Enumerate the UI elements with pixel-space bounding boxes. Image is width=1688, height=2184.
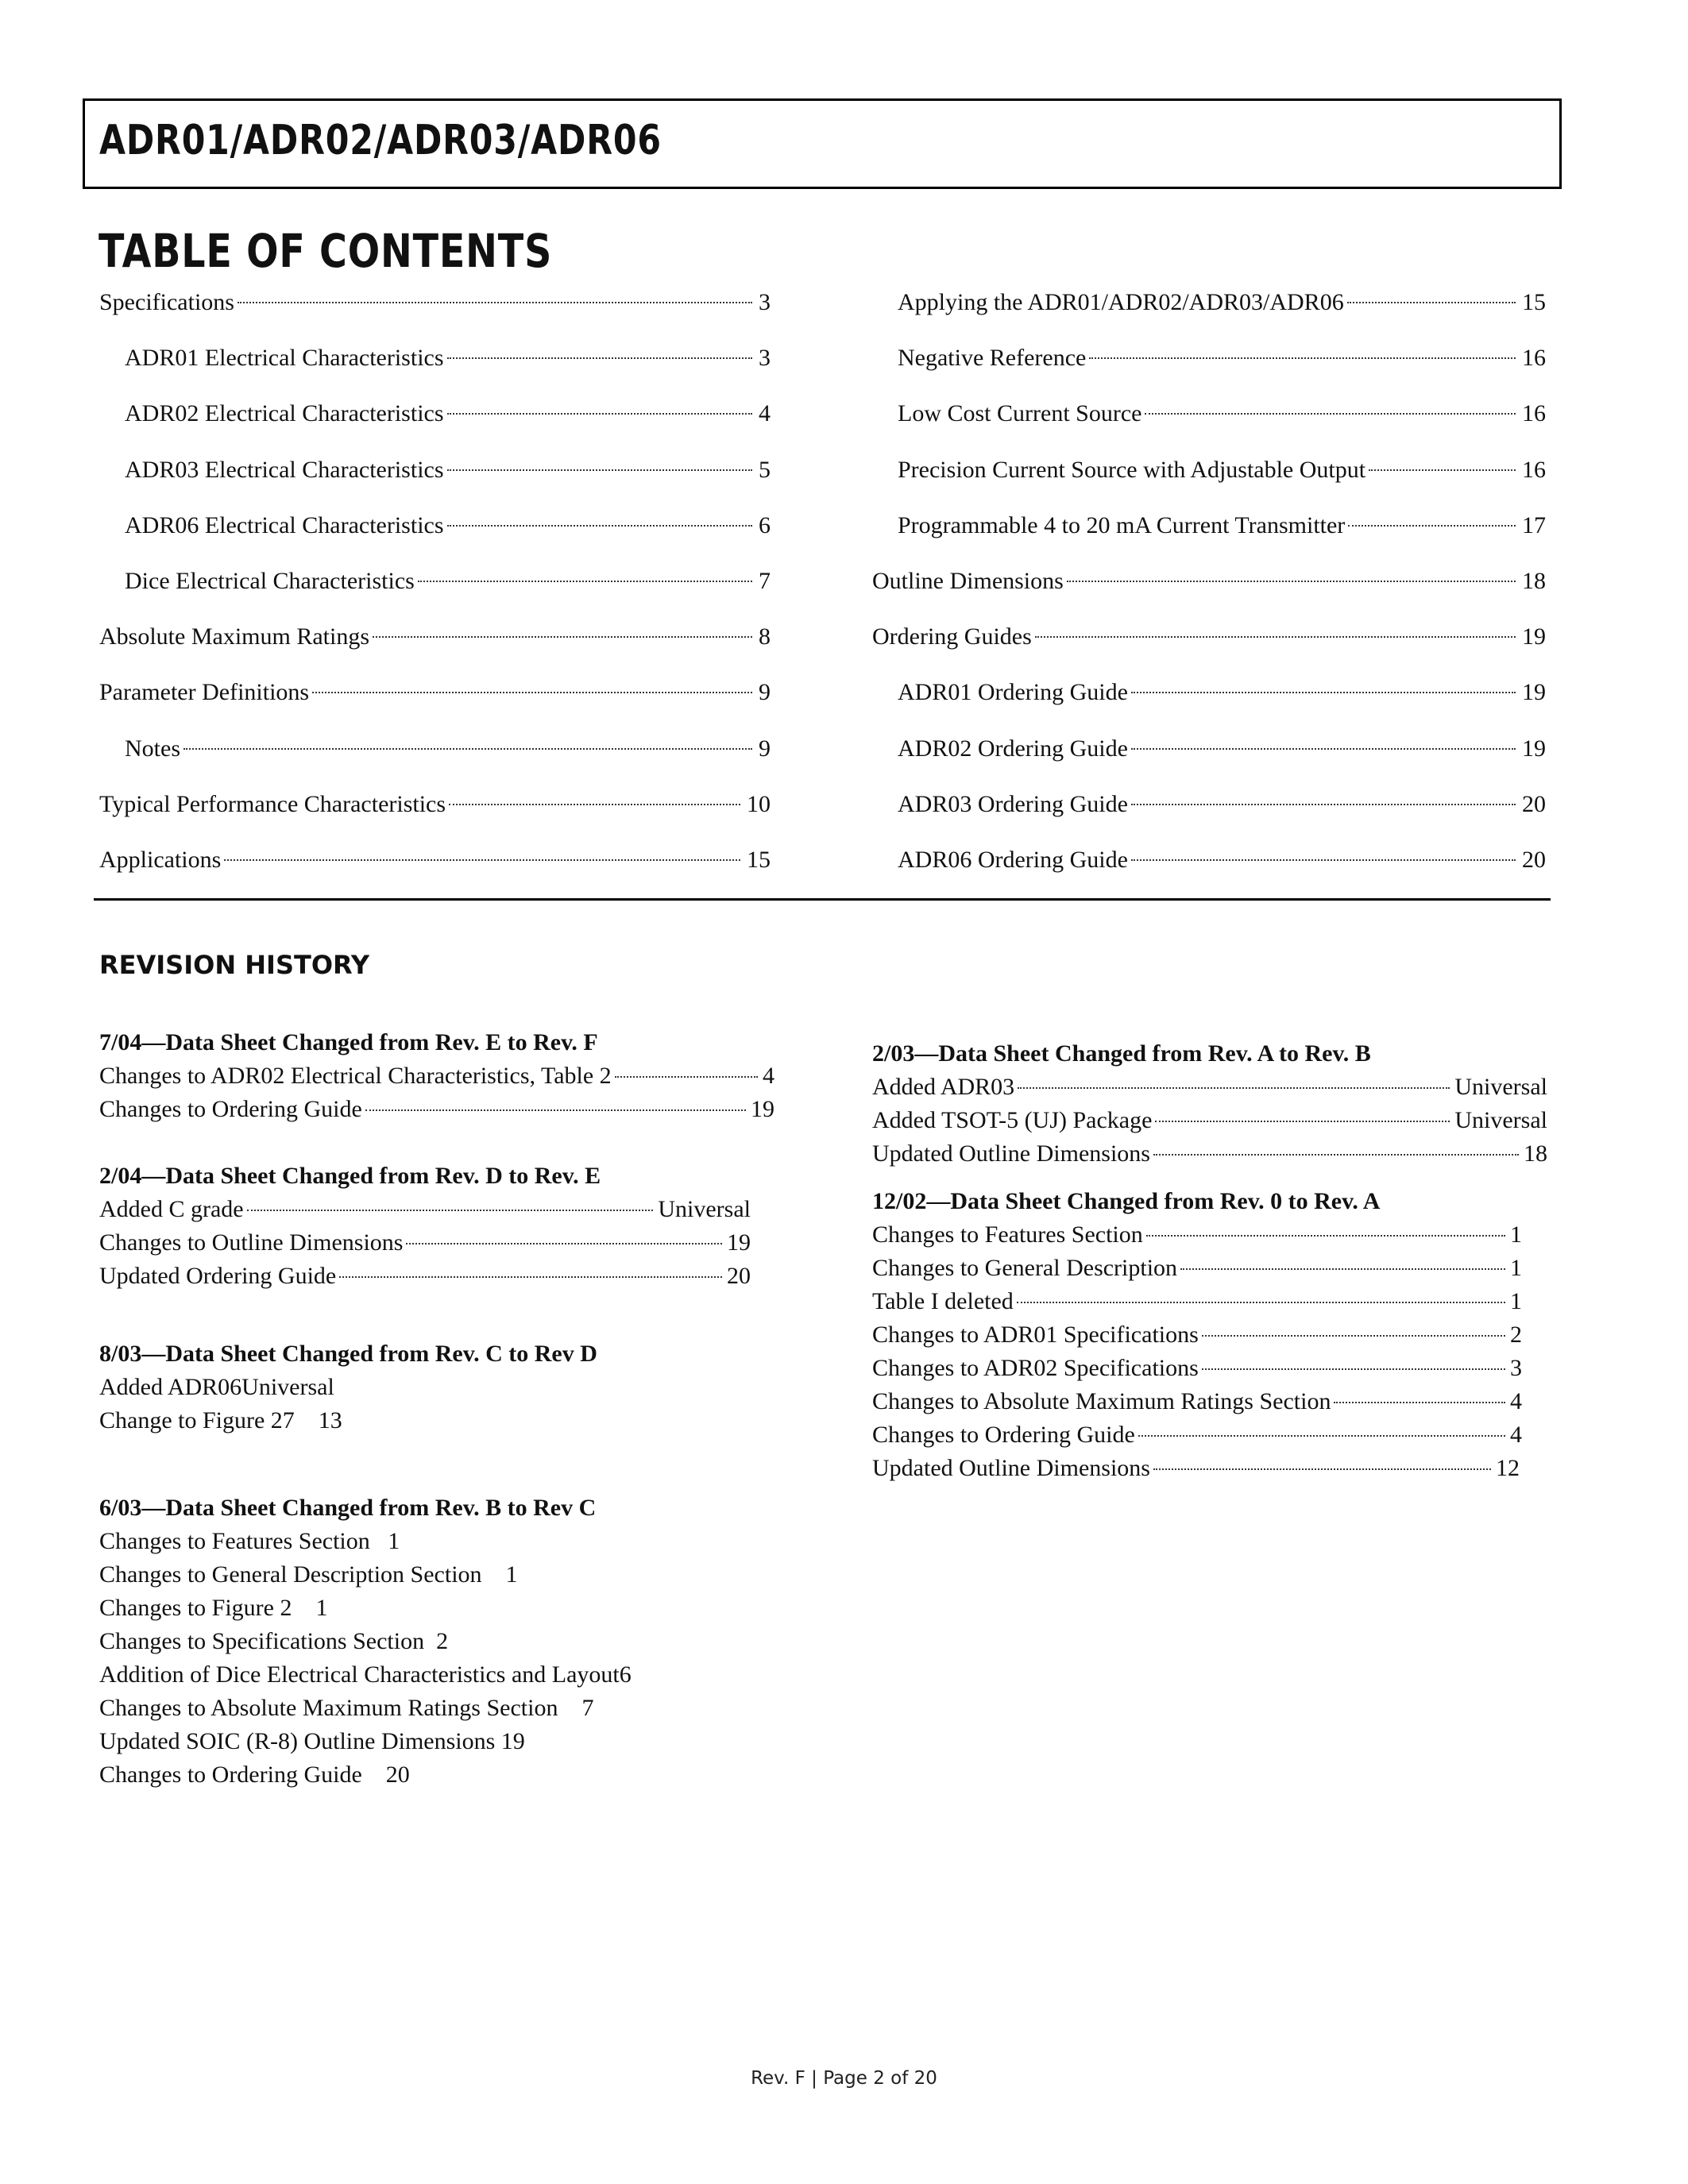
revision-line-page: 4 xyxy=(763,1063,774,1089)
dot-leader xyxy=(1018,1087,1450,1089)
dot-leader xyxy=(406,1243,722,1244)
toc-entry[interactable] xyxy=(99,731,771,786)
dot-leader xyxy=(1017,1302,1505,1303)
toc-entry[interactable] xyxy=(872,674,1546,730)
toc-entry[interactable] xyxy=(99,396,771,451)
revision-left-column xyxy=(99,1026,774,1792)
dot-leader xyxy=(1369,469,1516,471)
toc-entry-label: ADR02 Ordering Guide xyxy=(898,735,1128,762)
revision-line xyxy=(99,1692,774,1725)
toc-entry[interactable] xyxy=(99,507,771,563)
toc-entry-page: 16 xyxy=(1522,456,1546,483)
dot-leader xyxy=(447,469,752,471)
revision-line xyxy=(99,1592,774,1625)
toc-right-column xyxy=(872,284,1546,897)
toc-entry[interactable] xyxy=(872,340,1546,396)
toc-entry-page: 9 xyxy=(759,735,771,762)
toc-entry-label: Precision Current Source with Adjustable Output xyxy=(898,456,1366,483)
dot-leader xyxy=(1131,692,1516,693)
dot-leader xyxy=(1348,525,1516,527)
toc-entry-label: Notes xyxy=(125,735,180,762)
revision-line xyxy=(99,1658,774,1692)
toc-entry-label: Typical Performance Characteristics xyxy=(99,790,446,817)
revision-line xyxy=(872,1218,1522,1252)
dot-leader xyxy=(339,1276,722,1278)
dot-leader xyxy=(312,692,752,693)
toc-entry-label: ADR01 Ordering Guide xyxy=(898,679,1128,706)
revision-line xyxy=(872,1104,1547,1137)
revision-block xyxy=(99,1337,774,1437)
toc-entry[interactable] xyxy=(872,507,1546,563)
revision-line-label: Table I deleted xyxy=(872,1288,1014,1314)
dot-leader xyxy=(1145,413,1516,415)
toc-entry-label: Low Cost Current Source xyxy=(898,400,1142,427)
toc-entry-page: 19 xyxy=(1522,679,1546,706)
dot-leader xyxy=(1067,581,1516,582)
revision-line xyxy=(872,1318,1522,1352)
toc-entry-label: ADR03 Ordering Guide xyxy=(898,790,1128,817)
revision-title: 6/03—Data Sheet Changed from Rev. B to Rev C xyxy=(99,1495,597,1521)
revision-line-page: 2 xyxy=(1510,1322,1522,1348)
revision-line-page: 19 xyxy=(751,1096,774,1122)
toc-entry-label: Specifications xyxy=(99,289,234,315)
revision-block xyxy=(872,1037,1547,1171)
toc-entry-page: 3 xyxy=(759,289,771,315)
revision-line-label: Updated SOIC (R-8) Outline Dimensions 19 xyxy=(99,1728,525,1754)
toc-entry-page: 20 xyxy=(1522,790,1546,817)
revision-line-page: 18 xyxy=(1524,1140,1547,1167)
revision-line xyxy=(872,1418,1522,1452)
toc-entry-label: Applying the ADR01/ADR02/ADR03/ADR06 xyxy=(898,289,1344,315)
toc-entry-label: ADR01 Electrical Characteristics xyxy=(125,345,444,372)
toc-entry[interactable] xyxy=(99,452,771,507)
dot-leader xyxy=(449,804,740,805)
toc-left-column xyxy=(99,284,771,897)
toc-entry-page: 19 xyxy=(1522,623,1546,650)
toc-entry[interactable] xyxy=(872,396,1546,451)
header-box xyxy=(83,98,1562,189)
revision-line-label: Change to Figure 27 13 xyxy=(99,1407,342,1433)
toc-entry-label: Programmable 4 to 20 mA Current Transmitter xyxy=(898,511,1346,538)
revision-block xyxy=(99,1160,774,1293)
dot-leader xyxy=(1131,859,1516,861)
section-divider xyxy=(94,898,1551,901)
dot-leader xyxy=(1089,357,1516,359)
revision-line-label: Added ADR03 xyxy=(872,1074,1015,1100)
toc-entry-page: 8 xyxy=(759,623,771,650)
dot-leader xyxy=(1202,1335,1505,1337)
toc-entry-page: 19 xyxy=(1522,735,1546,762)
revision-line xyxy=(99,1193,751,1226)
toc-entry-page: 5 xyxy=(759,456,771,483)
dot-leader xyxy=(1131,804,1516,805)
revision-line xyxy=(99,1371,774,1404)
toc-entry-label: Negative Reference xyxy=(898,345,1087,372)
toc-entry-label: Parameter Definitions xyxy=(99,679,310,706)
dot-leader xyxy=(224,859,740,861)
revision-line-label: Changes to Ordering Guide 20 xyxy=(99,1761,410,1788)
revision-line xyxy=(872,1071,1547,1104)
revision-line xyxy=(872,1285,1522,1318)
revision-line-label: Changes to Specifications Section 2 xyxy=(99,1628,449,1654)
toc-entry[interactable] xyxy=(872,731,1546,786)
toc-entry-label: Ordering Guides xyxy=(872,623,1032,650)
toc-entry-page: 20 xyxy=(1522,846,1546,873)
toc-entry-page: 10 xyxy=(747,790,771,817)
revision-line-page: 4 xyxy=(1510,1388,1522,1414)
revision-line xyxy=(872,1352,1522,1385)
revision-block xyxy=(872,1185,1547,1485)
revision-line xyxy=(99,1260,751,1293)
revision-line xyxy=(99,1404,774,1437)
dot-leader xyxy=(1146,1235,1505,1237)
toc-entry[interactable] xyxy=(872,284,1546,340)
revision-line-label: Changes to Figure 2 1 xyxy=(99,1595,328,1621)
toc-entry-label: ADR06 Ordering Guide xyxy=(898,846,1128,873)
revision-line xyxy=(99,1059,774,1093)
dot-leader xyxy=(247,1210,654,1211)
revision-line xyxy=(872,1385,1522,1418)
toc-entry-page: 17 xyxy=(1522,511,1546,538)
revision-line-label: Changes to Ordering Guide xyxy=(872,1422,1135,1448)
revision-line-label: Changes to Outline Dimensions xyxy=(99,1229,404,1256)
dot-leader xyxy=(1153,1468,1491,1470)
toc-entry[interactable] xyxy=(872,786,1546,842)
dot-leader xyxy=(238,302,752,303)
revision-line-label: Changes to Absolute Maximum Ratings Section xyxy=(872,1388,1331,1414)
revision-line-page: 20 xyxy=(727,1263,751,1289)
dot-leader xyxy=(1202,1368,1505,1370)
revision-line-label: Changes to Absolute Maximum Ratings Section 7 xyxy=(99,1695,594,1721)
toc-entry[interactable] xyxy=(99,619,771,674)
dot-leader xyxy=(418,581,752,582)
revision-title: 2/03—Data Sheet Changed from Rev. A to Rev. B xyxy=(872,1040,1371,1067)
revision-line xyxy=(99,1558,774,1592)
document-title: ADR01/ADR02/ADR03/ADR06 xyxy=(99,117,662,164)
revision-line-label: Changes to ADR02 Specifications xyxy=(872,1355,1199,1381)
toc-entry[interactable] xyxy=(872,842,1546,897)
revision-line-label: Updated Outline Dimensions xyxy=(872,1140,1150,1167)
revision-line-label: Changes to Features Section xyxy=(872,1221,1143,1248)
toc-entry-page: 7 xyxy=(759,567,771,594)
toc-entry[interactable] xyxy=(872,563,1546,619)
dot-leader xyxy=(1131,748,1516,750)
toc-entry[interactable] xyxy=(99,842,771,897)
revision-line xyxy=(99,1725,774,1758)
dot-leader xyxy=(1138,1435,1505,1437)
toc-entry-label: Absolute Maximum Ratings xyxy=(99,623,369,650)
revision-title: 7/04—Data Sheet Changed from Rev. E to Rev. F xyxy=(99,1029,598,1055)
revision-line xyxy=(872,1137,1547,1171)
page-footer: Rev. F | Page 2 of 20 xyxy=(751,2068,937,2089)
revision-line-label: Changes to Features Section 1 xyxy=(99,1528,400,1554)
toc-entry-page: 9 xyxy=(759,679,771,706)
revision-title: 2/04—Data Sheet Changed from Rev. D to Rev. E xyxy=(99,1163,601,1189)
dot-leader xyxy=(447,525,752,527)
revision-line-page: 12 xyxy=(1496,1455,1520,1481)
revision-line xyxy=(99,1226,751,1260)
toc-entry[interactable] xyxy=(99,284,771,340)
revision-line-page: 1 xyxy=(1510,1288,1522,1314)
toc-entry-page: 3 xyxy=(759,345,771,372)
dot-leader xyxy=(615,1076,758,1078)
revision-line-label: Changes to Ordering Guide xyxy=(99,1096,362,1122)
revision-line xyxy=(99,1625,774,1658)
revision-line-page: Universal xyxy=(658,1196,751,1222)
toc-entry[interactable] xyxy=(99,340,771,396)
dot-leader xyxy=(1035,636,1516,638)
revision-line-label: Added TSOT-5 (UJ) Package xyxy=(872,1107,1153,1133)
revision-line-page: Universal xyxy=(1454,1074,1547,1100)
revision-line-label: Changes to ADR02 Electrical Characteristics, Table 2 xyxy=(99,1063,612,1089)
revision-line-page: 1 xyxy=(1510,1255,1522,1281)
revision-history-heading: REVISION HISTORY xyxy=(99,950,370,980)
toc-entry[interactable] xyxy=(99,786,771,842)
dot-leader xyxy=(1180,1268,1505,1270)
toc-entry[interactable] xyxy=(872,619,1546,674)
dot-leader xyxy=(1153,1154,1519,1156)
revision-line-page: 1 xyxy=(1510,1221,1522,1248)
revision-title: 12/02—Data Sheet Changed from Rev. 0 to Rev. A xyxy=(872,1188,1381,1214)
toc-entry-page: 15 xyxy=(747,846,771,873)
toc-entry-page: 18 xyxy=(1522,567,1546,594)
toc-entry[interactable] xyxy=(99,674,771,730)
toc-entry-page: 4 xyxy=(759,400,771,427)
revision-line-page: 19 xyxy=(727,1229,751,1256)
revision-line-label: Changes to General Description Section 1 xyxy=(99,1561,518,1588)
toc-entry-label: ADR02 Electrical Characteristics xyxy=(125,400,444,427)
revision-line xyxy=(99,1758,774,1792)
revision-block xyxy=(99,1026,774,1126)
dot-leader xyxy=(1334,1402,1505,1403)
toc-heading: TABLE OF CONTENTS xyxy=(98,224,553,278)
toc-entry-page: 16 xyxy=(1522,345,1546,372)
toc-entry-page: 16 xyxy=(1522,400,1546,427)
revision-line-label: Addition of Dice Electrical Characteristics and Layout6 xyxy=(99,1661,632,1688)
dot-leader xyxy=(447,413,752,415)
dot-leader xyxy=(365,1109,746,1111)
toc-entry-label: ADR03 Electrical Characteristics xyxy=(125,456,444,483)
toc-entry-page: 6 xyxy=(759,511,771,538)
dot-leader xyxy=(373,636,752,638)
revision-line xyxy=(872,1452,1520,1485)
toc-entry-label: Applications xyxy=(99,846,222,873)
revision-line-label: Changes to General Description xyxy=(872,1255,1178,1281)
toc-entry[interactable] xyxy=(872,452,1546,507)
revision-line-page: 4 xyxy=(1510,1422,1522,1448)
dot-leader xyxy=(447,357,752,359)
revision-line xyxy=(99,1525,774,1558)
revision-line xyxy=(99,1093,774,1126)
toc-entry-label: ADR06 Electrical Characteristics xyxy=(125,511,444,538)
revision-line-label: Added C grade xyxy=(99,1196,244,1222)
revision-line-label: Changes to ADR01 Specifications xyxy=(872,1322,1199,1348)
revision-title: 8/03—Data Sheet Changed from Rev. C to Rev D xyxy=(99,1341,597,1367)
revision-line-page: 3 xyxy=(1510,1355,1522,1381)
revision-line-page: Universal xyxy=(1454,1107,1547,1133)
dot-leader xyxy=(1155,1121,1450,1122)
toc-entry-label: Outline Dimensions xyxy=(872,567,1064,594)
revision-line-label: Added ADR06Universal xyxy=(99,1374,334,1400)
dot-leader xyxy=(1347,302,1516,303)
revision-right-column xyxy=(872,1037,1547,1485)
revision-line xyxy=(872,1252,1522,1285)
revision-line-label: Updated Outline Dimensions xyxy=(872,1455,1150,1481)
dot-leader xyxy=(183,748,752,750)
revision-line-label: Updated Ordering Guide xyxy=(99,1263,337,1289)
revision-block xyxy=(99,1491,774,1792)
toc-entry-page: 15 xyxy=(1522,289,1546,315)
toc-entry[interactable] xyxy=(99,563,771,619)
toc-entry-label: Dice Electrical Characteristics xyxy=(125,567,415,594)
